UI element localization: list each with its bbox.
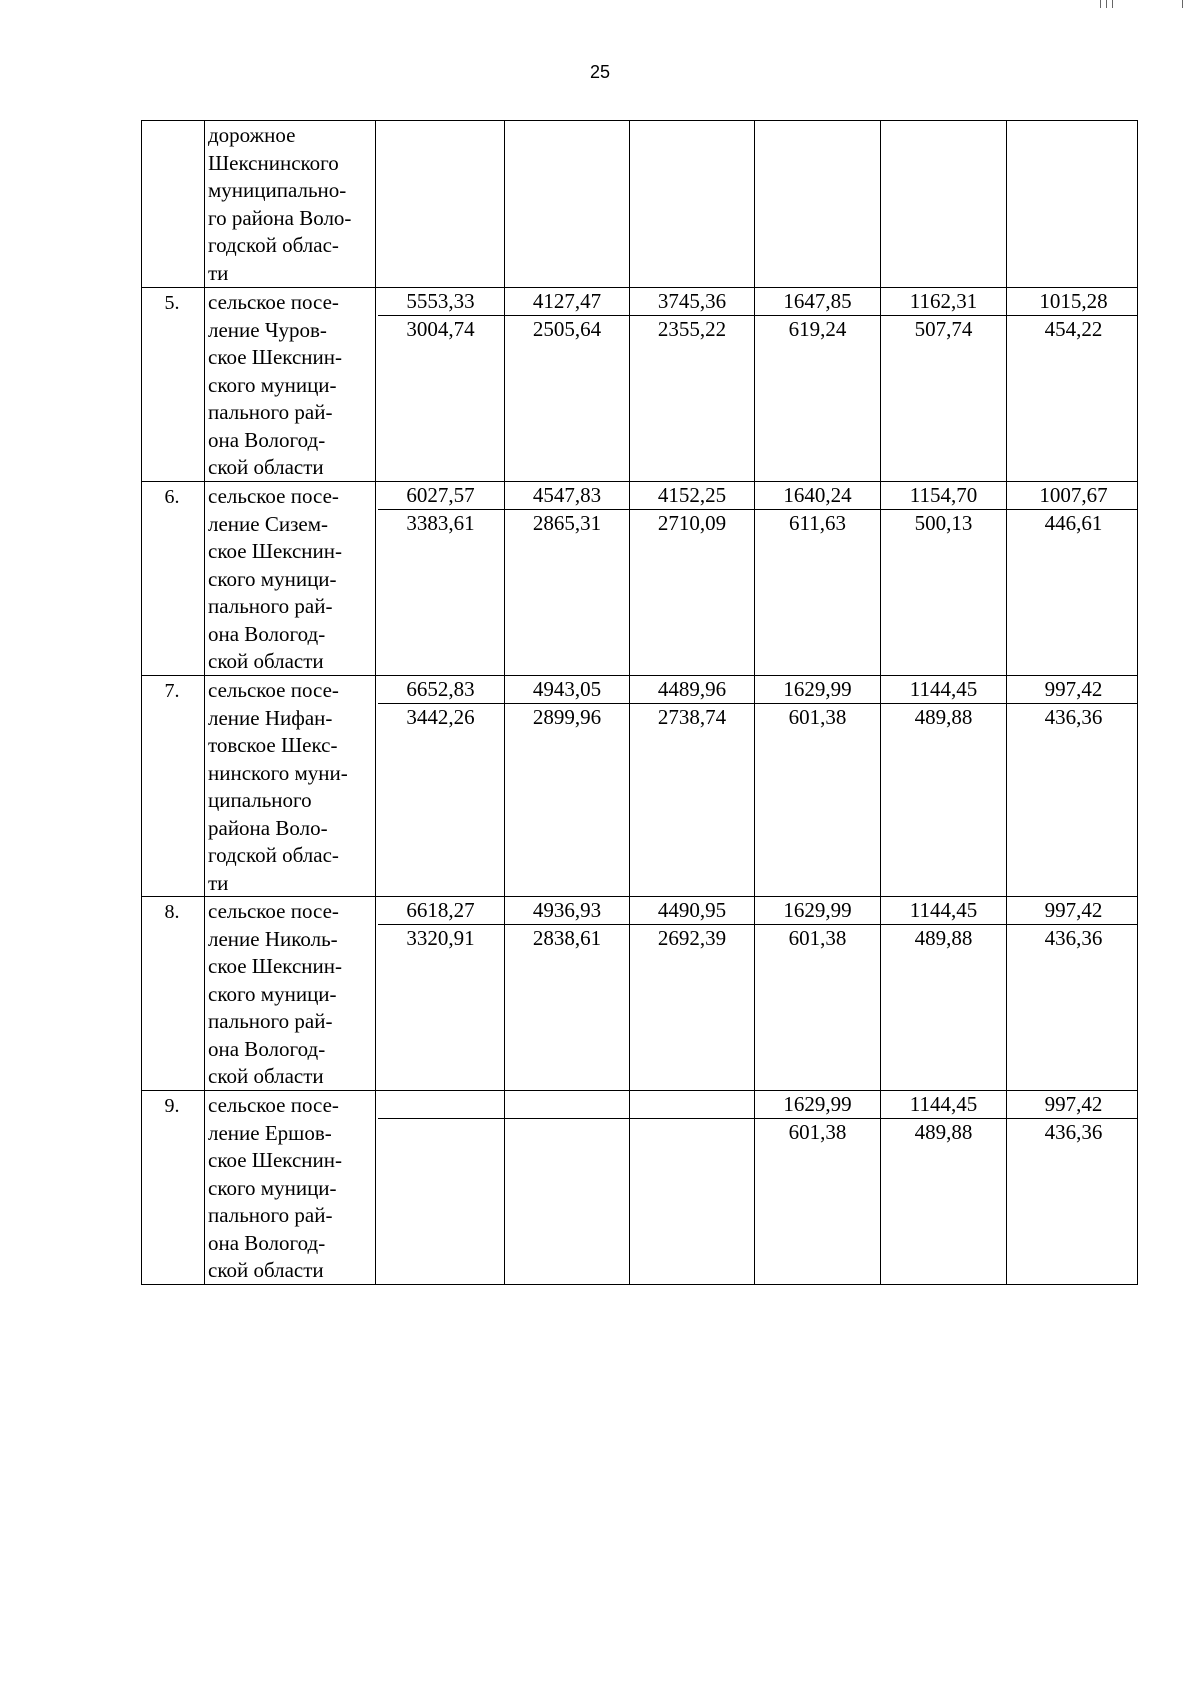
settlement-name-line: сельское посе-	[208, 678, 339, 702]
value-cell: 997,42	[1006, 897, 1140, 924]
settlement-name-line: сельское посе-	[208, 484, 339, 508]
settlement-name-line: она Вологод-	[208, 621, 326, 646]
settlement-name-line: ление Нифан-	[208, 705, 333, 730]
value-cell: 436,36	[1006, 704, 1140, 896]
value-cell	[1006, 121, 1140, 287]
value-cell: 2865,31	[504, 510, 629, 675]
scan-edge-mark	[1100, 0, 1101, 8]
settlement-name-line: ление Сизем-	[208, 511, 328, 536]
value-cell: 601,38	[754, 1119, 880, 1284]
row-number: 9.	[164, 1095, 180, 1117]
table-row	[141, 1090, 1138, 1285]
value-cell: 436,36	[1006, 1119, 1140, 1284]
scan-edge-mark	[1182, 0, 1183, 8]
row-number: 7.	[164, 680, 180, 702]
settlement-name-line: сельское посе-	[208, 1093, 339, 1117]
value-cell: 2738,74	[629, 704, 754, 896]
settlement-name-line: сельское посе-	[208, 899, 339, 923]
value-cell: 2692,39	[629, 925, 754, 1090]
value-cell	[629, 1091, 754, 1118]
settlement-name-line: ского муници-	[208, 372, 337, 397]
value-cell: 6027,57	[406, 483, 475, 507]
value-cell: 997,42	[1006, 676, 1140, 703]
row-number: 5.	[164, 292, 180, 314]
value-cell: 4127,47	[504, 288, 629, 315]
value-subrow-2	[378, 316, 1137, 481]
value-cell: 1015,28	[1006, 288, 1140, 315]
table-row	[141, 675, 1138, 896]
value-cell: 1629,99	[754, 676, 880, 703]
settlement-name-cell	[204, 1091, 376, 1284]
value-subrow-2	[378, 704, 1137, 896]
settlement-name-cell	[204, 676, 376, 896]
settlement-name-line: Шекснинского	[208, 150, 339, 175]
value-cell: 619,24	[754, 316, 880, 481]
value-cell: 2899,96	[504, 704, 629, 896]
settlement-name-line: ской области	[208, 455, 324, 479]
settlement-name-line: ление Ершов-	[208, 1120, 332, 1145]
value-cell: 4936,93	[504, 897, 629, 924]
settlement-name-line: товское Шекс-	[208, 733, 338, 757]
value-cell: 1629,99	[754, 897, 880, 924]
settlement-name-line: муниципально-	[208, 178, 347, 202]
settlement-name-line: ское Шекснин-	[208, 1148, 342, 1172]
settlement-name-line: дорожное	[208, 123, 296, 147]
settlement-name-line: ление Чуров-	[208, 317, 327, 342]
value-cell: 489,88	[880, 925, 1006, 1090]
value-cell	[378, 1091, 503, 1118]
settlement-name-line: ципального	[208, 788, 312, 812]
value-subrow-1	[378, 1091, 1137, 1119]
value-subrow-1	[378, 676, 1137, 704]
settlement-name-line: она Вологод-	[208, 1230, 326, 1255]
value-cell: 4547,83	[504, 482, 629, 509]
value-cell: 611,63	[754, 510, 880, 675]
value-cell: 1144,45	[880, 1091, 1006, 1118]
value-cell: 1007,67	[1006, 482, 1140, 509]
value-cell: 4943,05	[504, 676, 629, 703]
value-cell: 3442,26	[406, 705, 475, 729]
value-cell: 1629,99	[754, 1091, 880, 1118]
table-row	[141, 287, 1138, 481]
value-cell: 1647,85	[754, 288, 880, 315]
settlement-name-line: пального рай-	[208, 1009, 333, 1033]
settlement-name-cell	[204, 482, 376, 675]
value-cell: 6652,83	[406, 677, 475, 701]
settlements-table	[141, 120, 1138, 1285]
value-cell: 2505,64	[504, 316, 629, 481]
value-cell	[504, 1091, 629, 1118]
value-cell	[504, 121, 629, 287]
value-cell: 489,88	[880, 704, 1006, 896]
value-cell: 5553,33	[406, 289, 475, 313]
value-cell: 489,88	[880, 1119, 1006, 1284]
value-cell: 1162,31	[880, 288, 1006, 315]
value-cell: 454,22	[1006, 316, 1140, 481]
settlement-name-line: пального рай-	[208, 400, 333, 424]
value-cell: 2355,22	[629, 316, 754, 481]
settlement-name-line: ское Шекснин-	[208, 954, 342, 978]
value-cell	[629, 1119, 754, 1284]
settlement-name-line: ти	[208, 260, 229, 285]
row-number: 6.	[164, 486, 180, 508]
value-cell	[504, 1119, 629, 1284]
value-cell: 997,42	[1006, 1091, 1140, 1118]
settlement-name-line: пального рай-	[208, 1203, 333, 1227]
value-cell	[880, 121, 1006, 287]
value-subrow-1	[378, 288, 1137, 316]
value-cell	[378, 121, 503, 287]
value-cell: 3383,61	[406, 511, 475, 535]
settlement-name-line: годской облас-	[208, 233, 339, 257]
settlement-name-line: ской области	[208, 1258, 324, 1282]
value-subrow-1	[378, 897, 1137, 925]
settlement-name-line: ского муници-	[208, 1175, 337, 1200]
value-cell: 601,38	[754, 704, 880, 896]
value-cell	[378, 1119, 503, 1284]
value-cells	[378, 121, 1137, 287]
value-cell: 507,74	[880, 316, 1006, 481]
value-cell: 4489,96	[629, 676, 754, 703]
settlement-name-cell	[204, 288, 376, 481]
settlement-name-cell	[204, 897, 376, 1090]
table-row	[141, 120, 1138, 287]
value-cell: 4490,95	[629, 897, 754, 924]
value-cell: 1154,70	[880, 482, 1006, 509]
table-row	[141, 481, 1138, 675]
value-subrow-2	[378, 1119, 1137, 1284]
settlement-name-line: она Вологод-	[208, 1036, 326, 1061]
value-cell: 4152,25	[629, 482, 754, 509]
table-row	[141, 896, 1138, 1090]
value-cell: 446,61	[1006, 510, 1140, 675]
settlement-name-line: ского муници-	[208, 566, 337, 591]
settlement-name-line: годской облас-	[208, 843, 339, 867]
settlement-name-line: района Воло-	[208, 815, 328, 840]
value-cell: 2710,09	[629, 510, 754, 675]
value-subrow-2	[378, 510, 1137, 675]
settlement-name-line: нинского муни-	[208, 760, 348, 785]
row-number: 8.	[164, 901, 180, 923]
settlement-name-line: ского муници-	[208, 981, 337, 1006]
value-subrow-2	[378, 925, 1137, 1090]
value-cell: 1640,24	[754, 482, 880, 509]
settlement-name-line: сельское посе-	[208, 290, 339, 314]
value-cell: 436,36	[1006, 925, 1140, 1090]
scan-edge-mark	[1106, 0, 1107, 8]
value-cell: 1144,45	[880, 676, 1006, 703]
settlement-name-line: ти	[208, 870, 229, 895]
value-cell: 6618,27	[406, 898, 475, 922]
value-cell: 3745,36	[629, 288, 754, 315]
settlement-name-line: ление Николь-	[208, 926, 338, 951]
settlement-name-line: го района Воло-	[208, 205, 352, 230]
value-cell: 601,38	[754, 925, 880, 1090]
settlement-name-cell	[204, 121, 376, 287]
value-cell: 3004,74	[406, 317, 475, 341]
value-cell: 2838,61	[504, 925, 629, 1090]
settlement-name-line: ской области	[208, 649, 324, 673]
settlement-name-line: ское Шекснин-	[208, 539, 342, 563]
value-cell: 3320,91	[406, 926, 475, 950]
value-cell	[629, 121, 754, 287]
settlement-name-line: пального рай-	[208, 594, 333, 618]
scan-edge-mark	[1112, 0, 1113, 8]
value-cell: 1144,45	[880, 897, 1006, 924]
settlement-name-line: она Вологод-	[208, 427, 326, 452]
value-cell	[754, 121, 880, 287]
value-subrow-1	[378, 482, 1137, 510]
page-number: 25	[589, 62, 611, 82]
settlement-name-line: ской области	[208, 1064, 324, 1088]
value-cell: 500,13	[880, 510, 1006, 675]
settlement-name-line: ское Шекснин-	[208, 345, 342, 369]
